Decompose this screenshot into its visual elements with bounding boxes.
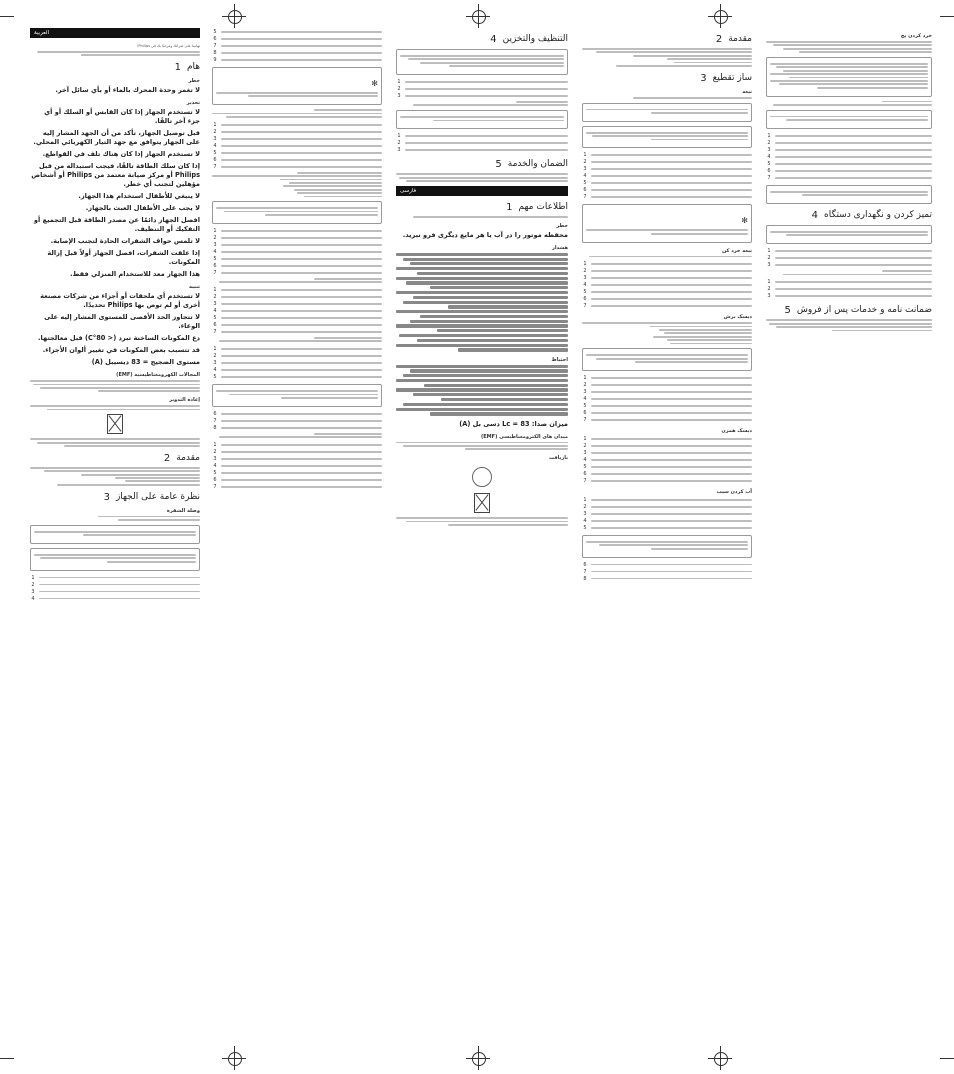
warning-item: لا يجب على الأطفال العبث بالجهاز. — [85, 204, 200, 213]
section-heading: 4 تمیز کردن و نگهداری دستگاه — [811, 210, 932, 222]
step: 1 — [582, 436, 752, 442]
step: 5 — [582, 403, 752, 409]
note-box — [766, 110, 932, 129]
step: 2 — [212, 294, 382, 300]
step: 8 — [212, 50, 382, 56]
caution-item: دع المكونات الساخنة تبرد (< 80°C) قبل معالجتها. — [38, 334, 200, 343]
step: 1 — [212, 122, 382, 128]
step: 7 — [582, 417, 752, 423]
step: 5 — [766, 161, 932, 167]
step: 6 — [212, 477, 382, 483]
note-box — [766, 225, 932, 244]
recycling-lines — [30, 405, 200, 410]
step: 5 — [582, 525, 752, 531]
chopper-lines — [582, 256, 752, 258]
section-lines — [212, 337, 382, 342]
step: 7 — [212, 484, 382, 490]
step: 6 — [582, 471, 752, 477]
step: 7 — [766, 175, 932, 181]
step: 7 — [212, 43, 382, 49]
subheading-juice: آب کردن سیب — [716, 489, 752, 496]
recycling-lines-2 — [30, 438, 200, 447]
step: 2 — [766, 255, 932, 261]
registration-mark-bottom-right — [708, 1046, 732, 1070]
section-lines — [212, 278, 382, 283]
step: 6 — [212, 157, 382, 163]
crop-mark — [940, 16, 954, 17]
farsi-column-4 — [582, 28, 752, 583]
intro-text: تهانينا على شرائك ومرحبًا بك في Philips! — [136, 44, 200, 48]
step: 1 — [212, 346, 382, 352]
step: 6 — [582, 410, 752, 416]
caution-item: لا تتجاوز الحد الأقصى للمستوى المشار إليه على الوعاء. — [44, 313, 200, 331]
section-heading: 5 الضمان والخدمة — [495, 159, 568, 171]
caution-item: لا تستخدم أي ملحقات أو أجزاء من شركات مصنعة أخرى أو لم توص بها Philips تحديدًا. — [40, 292, 200, 310]
step: 2 — [396, 86, 568, 92]
step: 1 — [766, 133, 932, 139]
warning-item: إذا علقت الشفرات، افصل الجهاز أولاً قبل إزالة المكونات. — [47, 249, 200, 267]
noise-level: میزان صدا: Lc = 83 دسی بل (A) — [459, 419, 568, 428]
section-heading: 4 التنظيف والتخزين — [490, 34, 568, 45]
warning-item: لا ينبغي للأطفال استخدام هذا الجهاز. — [78, 192, 200, 201]
note-box — [766, 185, 932, 204]
step: 4 — [212, 463, 382, 469]
note-box — [582, 348, 752, 371]
step: 1 — [30, 575, 200, 581]
step: 4 — [212, 367, 382, 373]
storage-lines — [766, 270, 932, 275]
step: 2 — [212, 449, 382, 455]
step: 3 — [582, 511, 752, 517]
step: 3 — [582, 275, 752, 281]
section-heading: 1 اطلاعات مهم — [506, 201, 568, 213]
step: 3 — [212, 456, 382, 462]
step: 5 — [582, 464, 752, 470]
step: 1 — [582, 375, 752, 381]
step: 4 — [212, 143, 382, 149]
intro-lines — [396, 216, 568, 218]
crossed-bin-icon — [107, 414, 123, 434]
step: 6 — [766, 168, 932, 174]
step: 5 — [212, 150, 382, 156]
step: 1 — [212, 228, 382, 234]
tip-box — [582, 204, 752, 242]
warning-item: لا تستخدم الجهاز إذا كان القابس أو السلك أو أي جزء آخر تالفًا. — [44, 108, 200, 126]
note-box — [30, 548, 200, 571]
section-lines — [212, 109, 382, 118]
subheading-blade: وصلة الشفرة — [166, 507, 200, 514]
step: 7 — [212, 164, 382, 170]
subheading-recycling: بازیافت — [549, 455, 568, 462]
step: 2 — [212, 353, 382, 359]
warning-item: لا تستخدم الجهاز إذا كان هناك تلف في القواطع. — [42, 150, 200, 159]
step: 5 — [212, 256, 382, 262]
step: 3 — [766, 262, 932, 268]
step: 8 — [582, 576, 752, 582]
step: 7 — [582, 569, 752, 575]
step: 3 — [212, 301, 382, 307]
section-lines — [212, 433, 382, 438]
warranty-lines — [396, 173, 568, 182]
warning-item: قبل توصيل الجهاز، تأكد من أن الجهد المشار إليه على الجهاز يتوافق مع جهد التيار الكهربائي المحلي. — [33, 129, 200, 147]
note-box — [766, 57, 932, 97]
recycle-icon — [472, 467, 492, 487]
crop-mark — [0, 16, 14, 17]
step: 1 — [582, 261, 752, 267]
step: 3 — [396, 147, 568, 153]
section-lines — [766, 101, 932, 106]
step: 2 — [582, 443, 752, 449]
farsi-column-5 — [766, 28, 932, 335]
step: 6 — [212, 36, 382, 42]
step: 1 — [766, 279, 932, 285]
gear-icon: ✻ — [741, 216, 748, 226]
step: 2 — [582, 382, 752, 388]
crop-mark — [940, 1058, 954, 1059]
danger-text: لا تغمر وحدة المحرك بالماء أو بأي سائل آخر. — [55, 86, 200, 95]
step: 5 — [212, 470, 382, 476]
step: 2 — [212, 235, 382, 241]
danger-text: محفظه موتور را در آب یا هر مایع دیگری فرو نبرید. — [402, 230, 568, 239]
warning-item: إذا كان سلك الطاقة تالفًا، فيجب استبداله من قبل Philips أو مركز صيانة معتمد من Philips أو أشخاص مؤهلين لتجنب أي خطر. — [31, 162, 200, 189]
step: 3 — [212, 136, 382, 142]
step: 2 — [212, 129, 382, 135]
step: 2 — [766, 286, 932, 292]
step: 4 — [582, 396, 752, 402]
subheading-warning: تحذير — [186, 100, 200, 107]
warning-item: افصل الجهاز دائمًا عن مصدر الطاقة قبل التجميع أو التفكيك أو التنظيف. — [33, 216, 200, 234]
step: 4 — [582, 518, 752, 524]
section-heading: 3 ساز تقطیع — [700, 72, 752, 84]
caution-lines — [396, 365, 568, 416]
section-heading: 3 نظرة عامة على الجهاز — [103, 491, 200, 503]
crossed-bin-icon — [474, 493, 490, 513]
intro-lines — [582, 48, 752, 67]
step: 5 — [212, 29, 382, 35]
note-box — [396, 110, 568, 129]
section-heading: 5 ضمانت نامه و خدمات پس از فروش — [784, 305, 932, 317]
step: 6 — [212, 322, 382, 328]
step: 4 — [212, 249, 382, 255]
subheading-warning: هشدار — [551, 244, 568, 251]
subheading-emf: المجالات الكهرومغناطيسية (EMF) — [116, 372, 200, 379]
section-heading: 2 مقدمة — [163, 452, 200, 464]
step: 7 — [582, 478, 752, 484]
step: 6 — [582, 296, 752, 302]
note-box — [30, 525, 200, 544]
step: 1 — [582, 497, 752, 503]
step: 7 — [582, 194, 752, 200]
recycling-lines — [396, 517, 568, 526]
subheading-whisk: دیسک همزن — [721, 428, 752, 435]
step: 3 — [582, 389, 752, 395]
subheading-chopper: تیغه خرد کن — [722, 247, 752, 254]
step: 2 — [396, 140, 568, 146]
registration-mark-top-right — [708, 4, 732, 28]
note-box — [212, 384, 382, 407]
gear-icon: ✻ — [371, 79, 378, 88]
subheading-caution: تنبيه — [188, 284, 200, 291]
step: 3 — [582, 166, 752, 172]
warning-item: لا تلمس حواف الشفرات الحادة لتجنب الإصابة. — [50, 237, 200, 246]
language-bar-arabic: العربية — [30, 28, 200, 38]
crop-mark — [0, 1058, 14, 1059]
subheading-ice: خرد کردن یخ — [900, 33, 932, 39]
caution-item: مستوى الضجيج = 83 ديسيبل (A) — [91, 358, 200, 367]
step: 1 — [396, 79, 568, 85]
intro-body-lines — [30, 467, 200, 486]
step: 6 — [212, 263, 382, 269]
step: 3 — [30, 589, 200, 595]
step: 1 — [766, 248, 932, 254]
step: 1 — [212, 442, 382, 448]
step: 1 — [582, 152, 752, 158]
subheading-recycling: إعادة التدوير — [169, 397, 200, 404]
step: 3 — [766, 293, 932, 299]
section-lines — [212, 172, 382, 198]
step: 5 — [582, 289, 752, 295]
step: 3 — [582, 450, 752, 456]
step: 1 — [396, 133, 568, 139]
warning-lines — [396, 253, 568, 352]
subheading-caution: احتیاط — [551, 356, 568, 363]
step: 5 — [582, 180, 752, 186]
registration-mark-bottom-left — [222, 1046, 246, 1070]
step: 7 — [582, 303, 752, 309]
note-box — [582, 535, 752, 558]
language-bar-farsi: فارسی — [396, 186, 568, 196]
step: 2 — [582, 159, 752, 165]
emf-lines — [30, 380, 200, 392]
step: 6 — [212, 411, 382, 417]
step: 4 — [766, 154, 932, 160]
step: 3 — [396, 93, 568, 99]
blade-lines — [582, 97, 752, 99]
blade-lines — [30, 516, 200, 521]
step: 9 — [212, 57, 382, 63]
step: 4 — [582, 457, 752, 463]
warranty-lines — [766, 319, 932, 331]
step: 5 — [212, 374, 382, 380]
warning-item: هذا الجهاز معد للاستخدام المنزلي فقط. — [70, 270, 200, 279]
note-box — [212, 201, 382, 224]
step: 4 — [212, 308, 382, 314]
step: 6 — [582, 562, 752, 568]
ice-lines — [766, 41, 932, 53]
section-heading: 1 هام — [174, 62, 200, 74]
caution-item: قد تتسبب بعض المكونات في تغيير ألوان الأجزاء. — [42, 346, 200, 355]
step: 3 — [212, 242, 382, 248]
arabic-column-2 — [212, 28, 382, 491]
tip-box — [212, 67, 382, 105]
registration-mark-top-left — [222, 4, 246, 28]
intro-lines — [30, 51, 200, 56]
subheading-emf: میدان های الکترومغناطیسی (EMF) — [480, 433, 568, 440]
step: 6 — [582, 187, 752, 193]
note-box — [582, 126, 752, 149]
step: 3 — [212, 360, 382, 366]
step: 2 — [582, 268, 752, 274]
body-lines — [396, 101, 568, 106]
step: 7 — [212, 418, 382, 424]
registration-mark-bottom-center — [466, 1046, 490, 1070]
emf-lines — [396, 442, 568, 451]
step: 4 — [582, 173, 752, 179]
step: 2 — [766, 140, 932, 146]
subheading-blade: تیغه — [742, 88, 752, 95]
arabic-column-1 — [30, 28, 200, 603]
disc-lines — [582, 322, 752, 344]
subheading-danger: خطر — [188, 78, 200, 85]
step: 4 — [30, 596, 200, 602]
step: 5 — [212, 315, 382, 321]
mixed-column-3 — [396, 28, 568, 530]
subheading-slicing-disc: دیسک برش — [723, 314, 752, 321]
step: 7 — [212, 329, 382, 335]
step: 3 — [766, 147, 932, 153]
step: 8 — [212, 425, 382, 431]
step: 7 — [212, 270, 382, 276]
note-box — [582, 103, 752, 122]
step: 1 — [212, 287, 382, 293]
step: 2 — [30, 582, 200, 588]
step: 4 — [582, 282, 752, 288]
section-heading: 2 مقدمة — [715, 34, 752, 45]
subheading-danger: خطر — [556, 222, 568, 229]
step: 2 — [582, 504, 752, 510]
note-box — [396, 49, 568, 75]
registration-mark-top-center — [466, 4, 490, 28]
